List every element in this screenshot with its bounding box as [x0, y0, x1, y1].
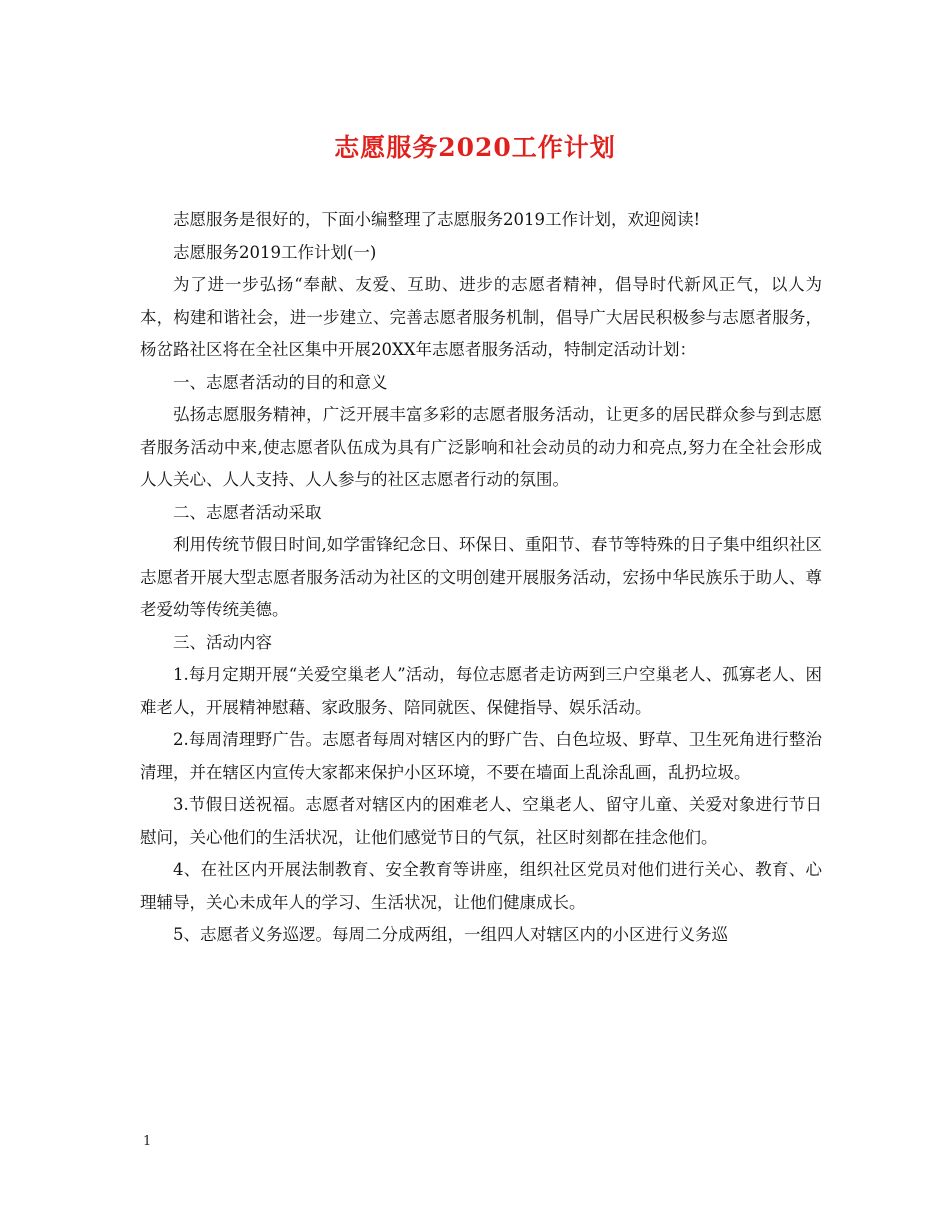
list-item: 4、在社区内开展法制教育、安全教育等讲座，组织社区党员对他们进行关心、教育、心理辅导，关心未成年人的学习、生活状况，让他们健康成长。 [140, 860, 822, 912]
paragraph: 利用传统节假日时间,如学雷锋纪念日、环保日、重阳节、春节等特殊的日子集中组织社区志愿者开展大型志愿者服务活动为社区的文明创建开展服务活动，宏扬中华民族乐于助人、尊老爱幼等传统美德。 [140, 535, 822, 619]
list-item: 5、志愿者义务巡逻。每周二分成两组，一组四人对辖区内的小区进行义务巡 [173, 925, 728, 944]
paragraph: 弘扬志愿服务精神，广泛开展丰富多彩的志愿者服务活动，让更多的居民群众参与到志愿者服务活动中来,使志愿者队伍成为具有广泛影响和社会动员的动力和亮点,努力在全社会形成人人关心、人人支持、人人参与的社区志愿者行动的氛围。 [140, 405, 822, 489]
list-item: 2.每周清理野广告。志愿者每周对辖区内的野广告、白色垃圾、野草、卫生死角进行整治清理，并在辖区内宣传大家都来保护小区环境，不要在墙面上乱涂乱画，乱扔垃圾。 [140, 730, 822, 782]
section-heading: 二、志愿者活动采取 [173, 502, 322, 522]
paragraph: 为了进一步弘扬“奉献、友爱、互助、进步的志愿者精神，倡导时代新风正气，以人为本，构建和谐社会，进一步建立、完善志愿者服务机制，倡导广大居民积极参与志愿者服务，杨岔路社区将在全社区集中开展20XX年志愿者服务活动，特制定活动计划： [140, 275, 822, 359]
document-title: 志愿服务2020工作计划 [334, 133, 616, 162]
list-item: 3.节假日送祝福。志愿者对辖区内的困难老人、空巢老人、留守儿童、关爱对象进行节日慰问，关心他们的生活状况，让他们感觉节日的气氛，社区时刻都在挂念他们。 [140, 795, 822, 847]
section-heading: 一、志愿者活动的目的和意义 [173, 372, 388, 392]
paragraph: 志愿服务2019工作计划(一) [173, 242, 377, 262]
page-number: 1 [143, 1134, 152, 1149]
list-item: 1.每月定期开展“关爱空巢老人”活动，每位志愿者走访两到三户空巢老人、孤寡老人、困难老人，开展精神慰藉、家政服务、陪同就医、保健指导、娱乐活动。 [140, 665, 822, 717]
document-body [140, 204, 822, 952]
paragraph: 志愿服务是很好的，下面小编整理了志愿服务2019工作计划，欢迎阅读! [173, 210, 701, 229]
section-heading: 三、活动内容 [173, 632, 272, 652]
